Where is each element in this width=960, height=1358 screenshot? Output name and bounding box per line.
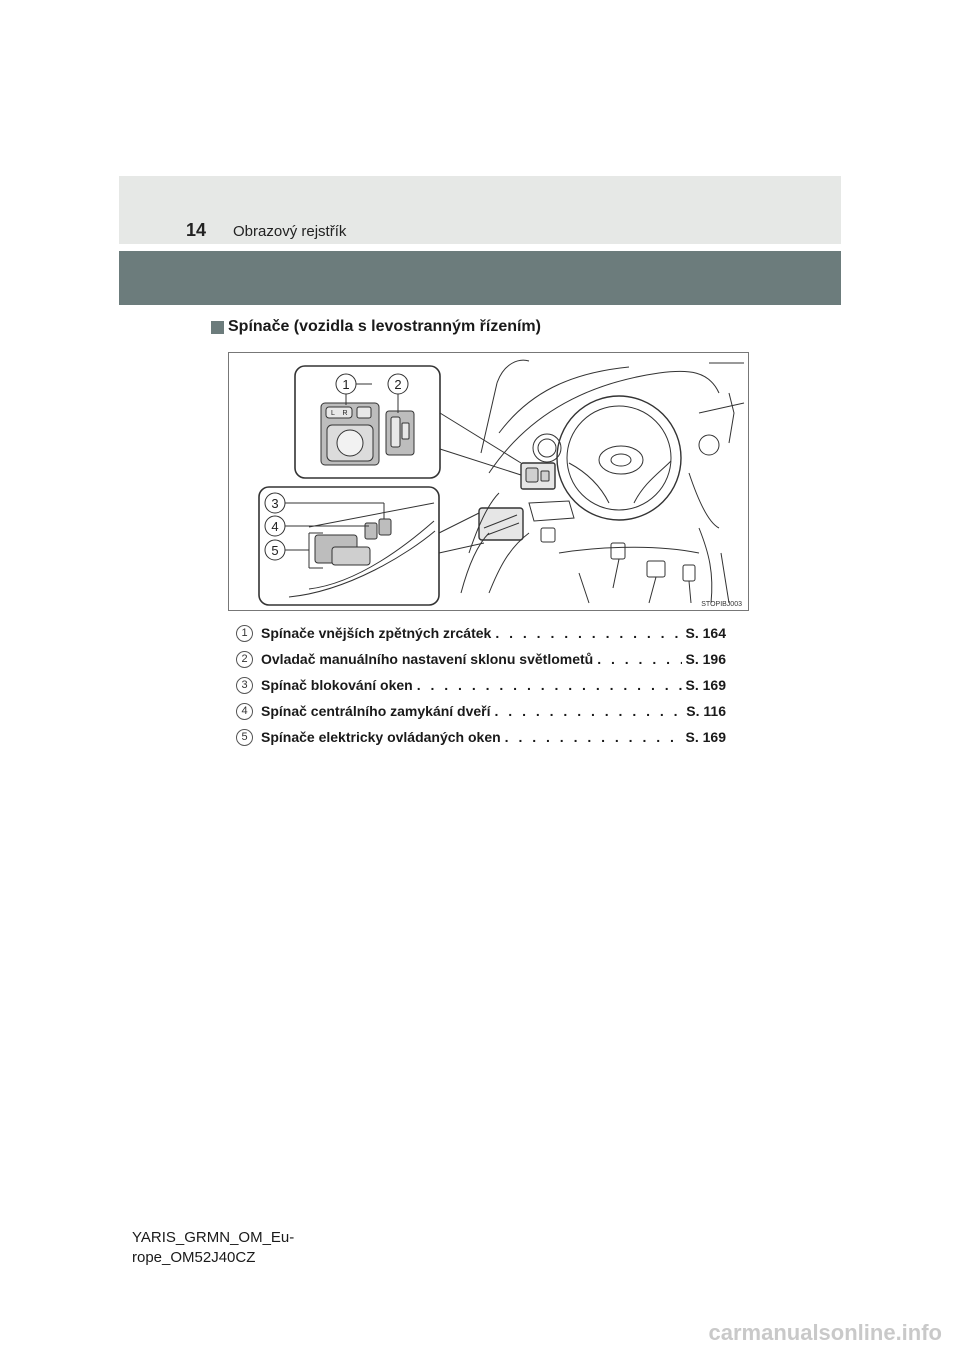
page-reference-link[interactable]: S. 116	[686, 703, 726, 719]
leader-dots	[505, 729, 682, 745]
item-label: Spínač blokování oken	[261, 677, 413, 693]
item-number: 5	[236, 729, 253, 746]
dashboard-illustration-svg	[229, 353, 750, 612]
item-number: 3	[236, 677, 253, 694]
page-reference-link[interactable]: S. 169	[685, 729, 726, 745]
lr-selector	[326, 407, 352, 418]
door-lock-switch	[379, 519, 391, 535]
section-square-icon	[211, 321, 224, 334]
mirror-adjust-knob	[337, 430, 363, 456]
figure-code: STOPIBJ003	[701, 601, 742, 608]
footer-line-2: rope_OM52J40CZ	[132, 1249, 256, 1266]
list-item	[236, 622, 726, 644]
callout-4-number: 4	[271, 519, 279, 534]
header-band	[119, 176, 841, 244]
callout-3-number: 3	[271, 496, 279, 511]
pedal-clutch	[611, 543, 625, 559]
steering-hub	[599, 446, 643, 474]
switches-illustration	[228, 352, 749, 611]
page-reference-link[interactable]: S. 169	[685, 677, 726, 693]
mirror-left-letter: L	[331, 410, 335, 417]
gauge-right	[699, 435, 719, 455]
callout-5-number: 5	[271, 543, 279, 558]
headlight-level-dial	[391, 417, 400, 447]
section-band	[119, 251, 841, 305]
footer-line-1: YARIS_GRMN_OM_Eu-	[132, 1229, 295, 1246]
leader-dots	[495, 703, 683, 719]
list-item	[236, 674, 726, 696]
chapter-title: Obrazový rejstřík	[233, 223, 347, 240]
pedal-accelerator	[683, 565, 695, 581]
item-number: 4	[236, 703, 253, 720]
watermark: carmanualsonline.info	[708, 1320, 942, 1345]
section-heading	[211, 318, 541, 336]
callout-1-number: 1	[342, 377, 350, 392]
page-number: 14	[186, 220, 207, 240]
mirror-right-letter: R	[342, 410, 348, 417]
item-number: 2	[236, 651, 253, 668]
page-reference-link[interactable]: S. 196	[685, 651, 726, 667]
list-item	[236, 700, 726, 722]
headlight-level-symbol	[402, 423, 409, 439]
steering-wheel	[557, 396, 681, 520]
pedal-brake	[647, 561, 665, 577]
item-number: 1	[236, 625, 253, 642]
page-reference-link[interactable]: S. 164	[685, 625, 726, 641]
leader-dots	[495, 625, 681, 641]
list-item	[236, 648, 726, 670]
window-lock-switch	[365, 523, 377, 539]
callout-2-number: 2	[394, 377, 402, 392]
document-footer	[132, 1228, 294, 1268]
section-heading-text: Spínače (vozidla s levostranným řízením)	[228, 318, 541, 335]
leader-dots	[417, 677, 682, 693]
leader-dots	[597, 651, 681, 667]
gauge-left	[533, 434, 561, 462]
list-item	[236, 726, 726, 748]
item-label: Spínače vnějších zpětných zrcátek	[261, 625, 492, 641]
window-switch-passenger	[332, 547, 370, 565]
item-label: Ovladač manuálního nastavení sklonu světlometů	[261, 651, 594, 667]
lower-dash-panel	[529, 501, 574, 521]
item-label: Spínače elektricky ovládaných oken	[261, 729, 501, 745]
item-label: Spínač centrálního zamykání dveří	[261, 703, 491, 719]
mirror-fold-button	[357, 407, 371, 418]
